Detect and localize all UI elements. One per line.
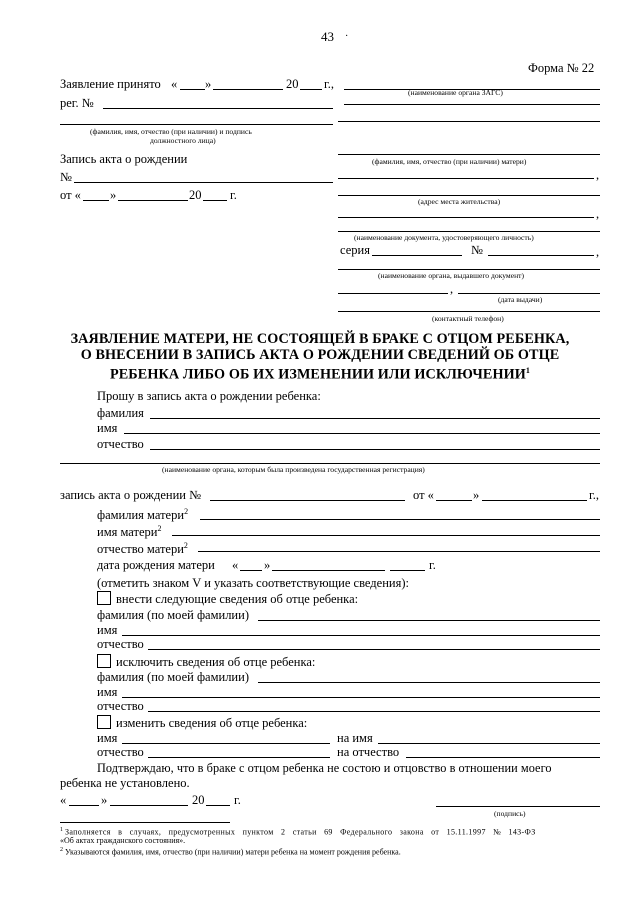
fn2-sup: 2 <box>60 847 63 853</box>
doc-number-line[interactable] <box>488 255 594 256</box>
mother-patronymic-label-wrap <box>97 539 188 556</box>
accepted-year-prefix: 20 <box>286 77 299 91</box>
mother-fio-line-2[interactable] <box>338 178 594 179</box>
official-caption-2: должностного лица) <box>150 136 216 145</box>
record-q-close: » <box>110 188 117 202</box>
sign-year: 20 <box>192 793 205 807</box>
child-surname-label: фамилия <box>97 406 144 420</box>
record-line[interactable] <box>210 500 405 501</box>
sign-year-suffix: г. <box>234 793 241 807</box>
opt1-patronymic-line[interactable] <box>148 649 600 650</box>
phone-line[interactable] <box>338 311 600 312</box>
record-from-month-line[interactable] <box>482 500 587 501</box>
footnote-divider <box>60 822 230 823</box>
address-caption: (адрес места жительства) <box>418 197 501 206</box>
confirm-line-2: ребенка не установлено. <box>60 776 190 790</box>
child-patronymic-label: отчество <box>97 437 144 451</box>
opt2-checkbox[interactable] <box>97 654 111 668</box>
dob-month-line[interactable] <box>272 570 385 571</box>
opt2-surname-label: фамилия (по моей фамилии) <box>97 670 249 684</box>
reg-number-line[interactable] <box>103 108 333 109</box>
right-blank-line-1[interactable] <box>338 121 600 122</box>
official-caption-1: (фамилия, имя, отчество (при наличии) и подпись <box>90 127 252 136</box>
mother-patronymic-label: отчество матери <box>97 542 184 557</box>
opt2-surname-line[interactable] <box>258 682 600 683</box>
mother-dob-label: дата рождения матери <box>97 558 215 572</box>
opt1-surname-label: фамилия (по моей фамилии) <box>97 608 249 622</box>
sign-month-line[interactable] <box>110 805 188 806</box>
record-from: от « <box>413 488 434 502</box>
comma-1: , <box>596 168 600 182</box>
opt1-surname-line[interactable] <box>258 620 600 621</box>
birth-record-label: Запись акта о рождении <box>60 152 188 166</box>
mother-name-line[interactable] <box>172 535 600 536</box>
opt1-label: внести следующие сведения об отце ребенка: <box>116 592 359 606</box>
series-line[interactable] <box>372 255 462 256</box>
child-surname-line[interactable] <box>150 418 600 419</box>
dob-year-suffix: г. <box>429 558 436 572</box>
sign-q-open: « <box>60 793 67 807</box>
dob-q-open: « <box>232 558 239 572</box>
record-year-line[interactable] <box>203 200 227 201</box>
mother-patronymic-sup: 2 <box>183 541 188 550</box>
child-name-line[interactable] <box>124 433 600 434</box>
opt3-patronymic-label: отчество <box>97 745 144 759</box>
page-dot: · <box>345 31 349 42</box>
opt2-name-line[interactable] <box>122 697 600 698</box>
mother-fio-caption: (фамилия, имя, отчество (при наличии) матери) <box>372 157 527 166</box>
child-patronymic-line[interactable] <box>150 449 600 450</box>
fn1-line-2: «Об актах гражданского состояния». <box>60 836 186 845</box>
title-line-3: РЕБЕНКА ЛИБО ОБ ИХ ИЗМЕНЕНИИ ИЛИ ИСКЛЮЧЕНИИ <box>109 366 526 383</box>
accepted-q-open: « <box>171 77 178 91</box>
opt1-patronymic-label: отчество <box>97 637 144 651</box>
doc-caption: (наименование документа, удостоверяющего личность) <box>354 233 534 242</box>
mother-fio-line[interactable] <box>338 154 600 155</box>
dob-q-close: » <box>264 558 271 572</box>
mother-patronymic-line[interactable] <box>198 551 600 552</box>
child-name-label: имя <box>97 421 118 435</box>
accepted-month-line[interactable] <box>213 89 283 90</box>
sign-q-close: » <box>101 793 108 807</box>
title-line-3-wrap <box>0 363 640 383</box>
zags-line-2[interactable] <box>344 104 600 105</box>
opt2-patronymic-line[interactable] <box>148 711 600 712</box>
series-label: серия <box>340 243 370 257</box>
opt3-patronymic-line[interactable] <box>148 757 330 758</box>
opt2-label: исключить сведения об отце ребенка: <box>116 655 316 669</box>
doc-number-label: № <box>471 243 483 257</box>
record-number-line[interactable] <box>74 182 333 183</box>
reg-label: рег. № <box>60 96 94 110</box>
title-line-1: ЗАЯВЛЕНИЕ МАТЕРИ, НЕ СОСТОЯЩЕЙ В БРАКЕ С ОТЦОМ РЕБЕНКА, <box>70 331 570 347</box>
request-intro: Прошу в запись акта о рождении ребенка: <box>97 389 321 403</box>
title-line-2: О ВНЕСЕНИИ В ЗАПИСЬ АКТА О РОЖДЕНИИ СВЕДЕНИЙ ОБ ОТЦЕ <box>80 347 560 363</box>
opt3-new-name-line[interactable] <box>378 743 600 744</box>
title-sup: 1 <box>525 366 531 375</box>
fn1-line-1: Заполняется в случаях, предусмотренных пунктом 2 статьи 69 Федерального закона от 15.11.1997 № 143-ФЗ <box>65 827 536 837</box>
sign-year-line[interactable] <box>206 805 230 806</box>
sign-day-line[interactable] <box>69 805 99 806</box>
record-year-suffix: г. <box>230 188 237 202</box>
accepted-year-suffix: г., <box>324 77 334 91</box>
fn2-wrap <box>60 846 401 857</box>
comma-4: , <box>450 282 454 296</box>
record-number-label: № <box>60 170 72 184</box>
page-number: 43 <box>321 29 334 44</box>
comma-2: , <box>596 207 600 221</box>
dob-year-line[interactable] <box>390 570 425 571</box>
mother-surname-line[interactable] <box>200 519 600 520</box>
registrar-caption: (наименование органа, которым была произведена государственная регистрация) <box>162 465 425 474</box>
opt1-checkbox[interactable] <box>97 591 111 605</box>
issue-date-caption: (дата выдачи) <box>498 295 543 304</box>
comma-3: , <box>596 245 600 259</box>
record-label: запись акта о рождении № <box>60 488 202 502</box>
mother-name-label-wrap <box>97 522 161 539</box>
issuer-caption: (наименование органа, выдавшего документ) <box>378 271 524 280</box>
zags-caption: (наименование органа ЗАГС) <box>408 88 503 97</box>
mother-name-sup: 2 <box>157 524 162 533</box>
fn2-text: Указываются фамилия, имя, отчество (при наличии) матери ребенка на момент рождения ребенка. <box>65 847 401 857</box>
record-day-line[interactable] <box>83 200 109 201</box>
opt2-patronymic-label: отчество <box>97 699 144 713</box>
opt3-checkbox[interactable] <box>97 715 111 729</box>
phone-caption: (контактный телефон) <box>432 314 504 323</box>
record-from-q-close: » <box>473 488 480 502</box>
opt3-new-name-label: на имя <box>337 731 373 745</box>
confirm-line-1: Подтверждаю, что в браке с отцом ребенка не состою и отцовство в отношении моего <box>97 761 552 775</box>
record-year: 20 <box>189 188 202 202</box>
opt3-name-line[interactable] <box>122 743 330 744</box>
address-line-2[interactable] <box>338 217 594 218</box>
opt3-new-patronymic-label: на отчество <box>337 745 400 759</box>
accepted-year-line[interactable] <box>300 89 322 90</box>
official-line[interactable] <box>60 124 333 125</box>
doc-line[interactable] <box>338 231 600 232</box>
form-number: Форма № 22 <box>528 61 595 75</box>
registrar-line[interactable] <box>60 463 600 464</box>
issue-date-line[interactable] <box>458 293 600 294</box>
address-line[interactable] <box>338 195 600 196</box>
opt1-name-line[interactable] <box>122 635 600 636</box>
issuer-line[interactable] <box>338 269 600 270</box>
opt3-label: изменить сведения об отце ребенка: <box>116 716 308 730</box>
opt2-name-label: имя <box>97 685 118 699</box>
opt3-name-label: имя <box>97 731 118 745</box>
record-from-day-line[interactable] <box>436 500 472 501</box>
record-month-line[interactable] <box>118 200 188 201</box>
mother-surname-sup: 2 <box>184 507 189 516</box>
instruction: (отметить знаком V и указать соответствующие сведения): <box>97 576 409 590</box>
opt3-new-patronymic-line[interactable] <box>406 757 600 758</box>
opt1-name-label: имя <box>97 623 118 637</box>
accepted-q-close: » <box>205 77 212 91</box>
record-from-label: от « <box>60 188 81 202</box>
record-from-year-suffix: г., <box>589 488 599 502</box>
fn1-sup: 1 <box>60 827 63 833</box>
mother-name-label: имя матери <box>97 525 158 540</box>
mother-surname-label: фамилия матери <box>97 508 185 523</box>
dob-day-line[interactable] <box>240 570 262 571</box>
signature-caption: (подпись) <box>494 809 526 818</box>
mother-surname-label-wrap <box>97 505 188 522</box>
accepted-day-line[interactable] <box>180 89 205 90</box>
accepted-label: Заявление принято <box>60 77 161 91</box>
issuer-line-2[interactable] <box>338 293 448 294</box>
signature-line[interactable] <box>436 806 600 807</box>
